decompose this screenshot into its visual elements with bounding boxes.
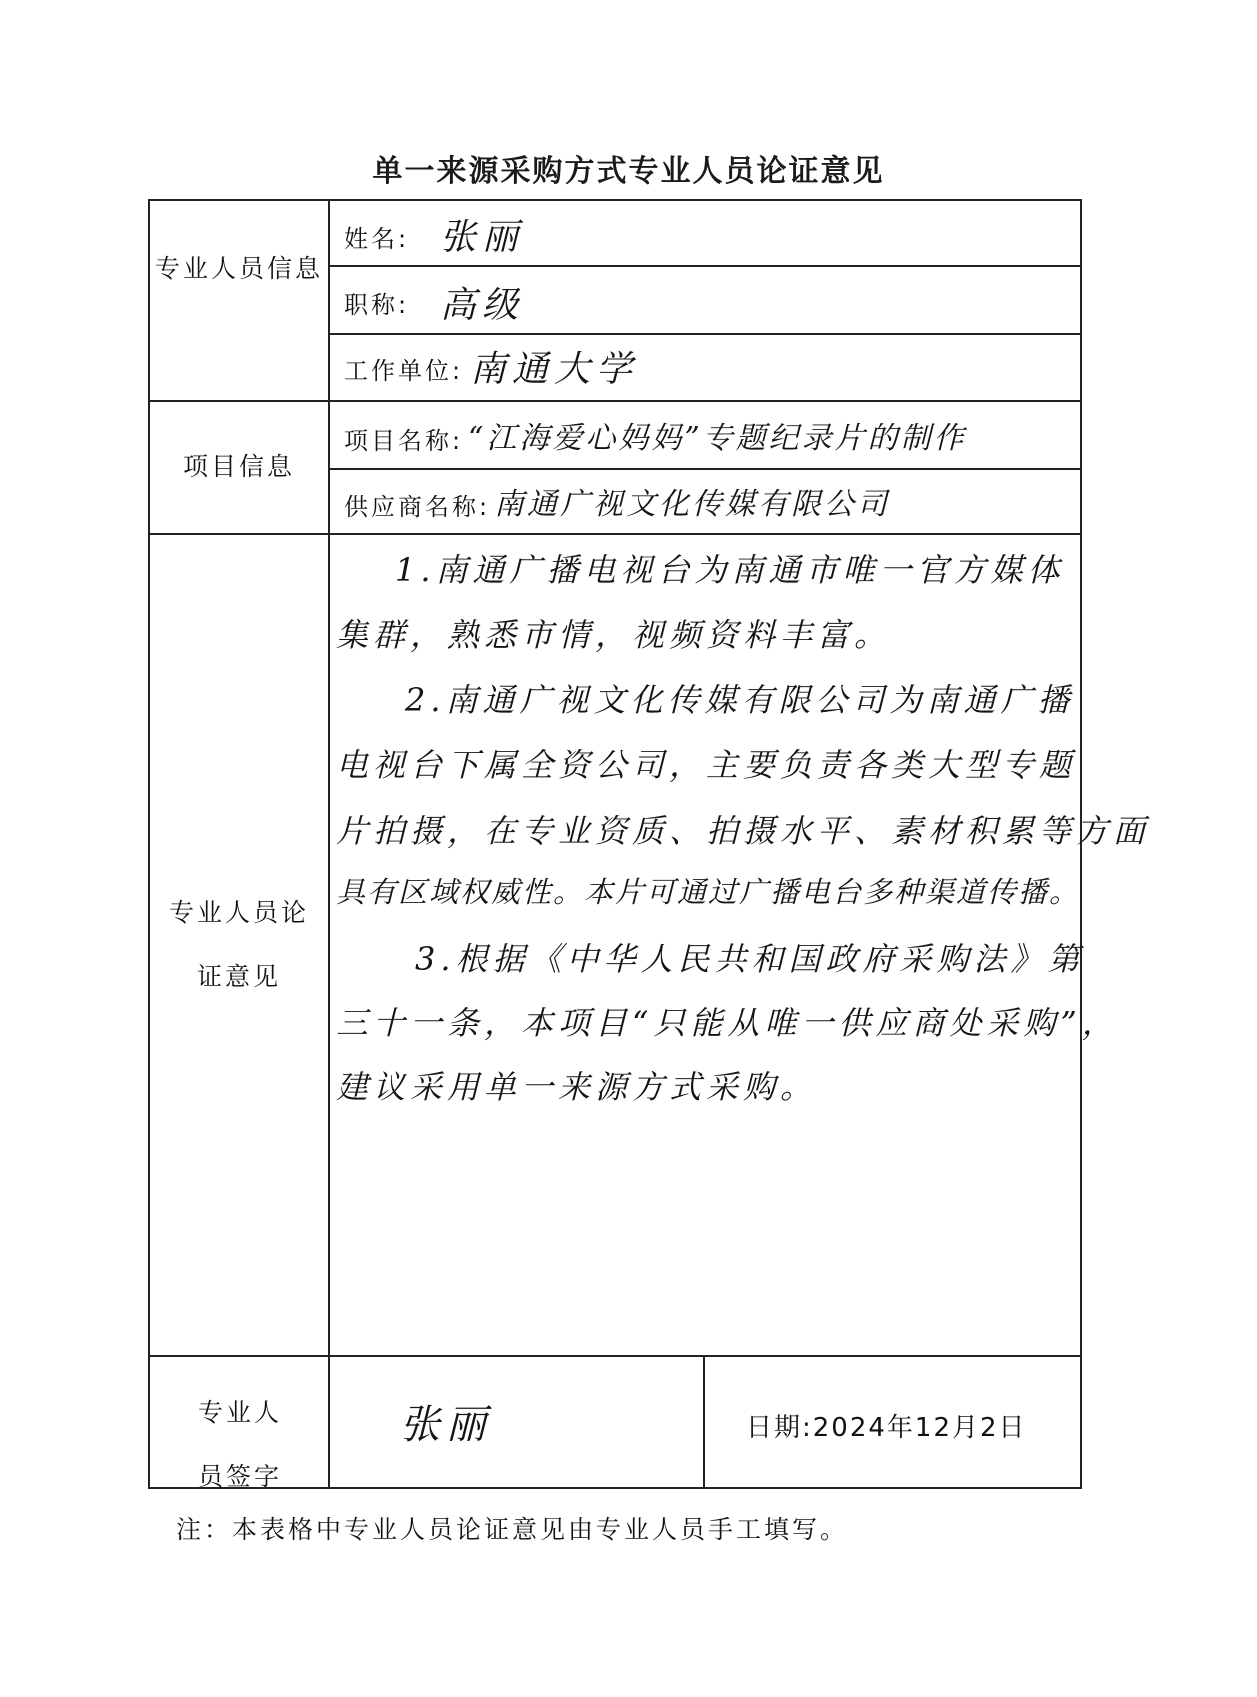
opinion-line: 2.南通广视文化传媒有限公司为南通广播 [405, 681, 1075, 719]
opinion-line: 三十一条，本项目“只能从唯一供应商处采购”， [336, 1004, 1119, 1042]
section-label-project: 项目信息 [182, 452, 295, 481]
name-value: 张丽 [440, 217, 525, 258]
page-title: 单一来源采购方式专业人员论证意见 [372, 154, 885, 189]
opinion-line: 片拍摄，在专业资质、拍摄水平、素材积累等方面 [336, 812, 1151, 850]
date-label: 日期: [746, 1413, 813, 1443]
row-divider [150, 400, 1080, 402]
date-value: 2024年12月2日 [812, 1413, 1027, 1443]
sub-row-divider [328, 333, 1080, 335]
opinion-line: 1.南通广播电视台为南通市唯一官方媒体 [395, 551, 1065, 589]
project-name-value: “江海爱心妈妈”专题纪录片的制作 [468, 421, 967, 456]
section-label-personnel: 专业人员信息 [154, 254, 323, 283]
opinion-line: 建议采用单一来源方式采购。 [336, 1068, 818, 1106]
signature-divider [703, 1355, 705, 1487]
supplier-label: 供应商名称: [344, 493, 491, 521]
section-label-signature: 专业人员签字 [197, 1398, 282, 1491]
title-label: 职称: [344, 291, 410, 319]
title-value: 高级 [440, 285, 525, 326]
employer-value: 南通大学 [470, 349, 639, 390]
sub-row-divider [328, 468, 1080, 470]
employer-label: 工作单位: [344, 357, 464, 385]
row-divider [150, 533, 1080, 535]
opinion-line: 3.根据《中华人民共和国政府采购法》第 [415, 940, 1085, 978]
project-name-label: 项目名称: [344, 427, 464, 455]
column-divider [328, 201, 330, 1487]
section-label-opinion: 专业人员论证意见 [168, 898, 309, 991]
row-divider [150, 1355, 1080, 1357]
date-field [746, 1407, 1027, 1444]
supplier-value: 南通广视文化传媒有限公司 [494, 487, 890, 522]
name-label: 姓名: [344, 225, 410, 253]
opinion-line: 电视台下属全资公司，主要负责各类大型专题 [336, 746, 1077, 784]
sub-row-divider [328, 265, 1080, 267]
footnote: 注：本表格中专业人员论证意见由专业人员手工填写。 [176, 1515, 849, 1544]
opinion-line: 具有区域权威性。本片可通过广播电台多种渠道传播。 [336, 875, 1081, 909]
opinion-line: 集群，熟悉市情，视频资料丰富。 [336, 616, 892, 654]
signed-name: 张丽 [400, 1402, 492, 1448]
